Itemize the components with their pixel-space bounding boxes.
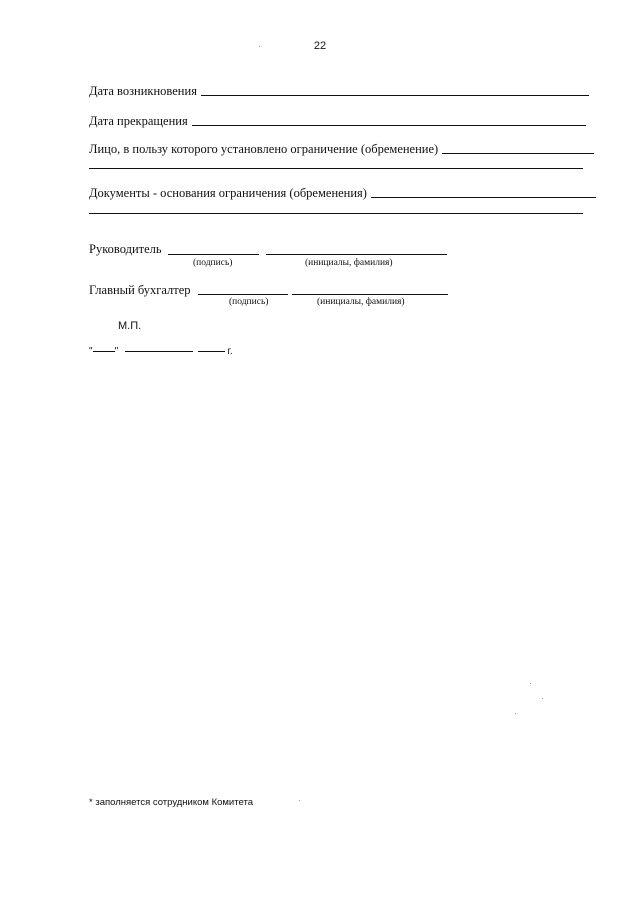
- date-day-blank[interactable]: [93, 351, 115, 352]
- documents-continuation-line[interactable]: [89, 213, 583, 214]
- documents-field: [89, 186, 596, 200]
- end-date-label: Дата прекращения: [89, 114, 188, 128]
- head-signature-line[interactable]: [168, 254, 259, 255]
- end-date-blank[interactable]: [192, 124, 586, 126]
- documents-label: Документы - основания ограничения (обременения): [89, 186, 367, 200]
- beneficiary-blank[interactable]: [442, 152, 594, 154]
- origin-date-blank[interactable]: [201, 94, 589, 96]
- stamp-placeholder: М.П.: [118, 320, 142, 332]
- beneficiary-field: [89, 142, 594, 156]
- documents-blank[interactable]: [371, 196, 596, 198]
- chief-accountant-initials-line[interactable]: [292, 294, 448, 295]
- scan-speck: [530, 683, 531, 684]
- head-initials-caption: (инициалы, фамилия): [305, 258, 393, 268]
- beneficiary-continuation-line[interactable]: [89, 168, 583, 169]
- origin-date-label: Дата возникновения: [89, 84, 197, 98]
- date-month-blank[interactable]: [125, 351, 193, 352]
- date-year-suffix: г.: [227, 346, 233, 357]
- head-signature-caption: (подпись): [193, 258, 233, 268]
- beneficiary-label: Лицо, в пользу которого установлено ограничение (обременение): [89, 142, 439, 156]
- chief-accountant-label: Главный бухгалтер: [89, 283, 191, 297]
- origin-date-field: [89, 84, 589, 98]
- chief-accountant-signature-caption: (подпись): [229, 297, 269, 307]
- head-initials-line[interactable]: [266, 254, 447, 255]
- chief-accountant-initials-caption: (инициалы, фамилия): [317, 297, 405, 307]
- end-date-field: [89, 114, 586, 128]
- date-line: [89, 346, 233, 357]
- date-open-quote: ": [89, 346, 93, 357]
- date-close-quote: ": [114, 346, 119, 357]
- chief-accountant-signature-line[interactable]: [198, 294, 288, 295]
- scan-speck: [299, 800, 300, 801]
- page-number: 22: [313, 40, 327, 52]
- scan-speck: [542, 698, 543, 699]
- scan-speck: [259, 46, 260, 47]
- head-label: Руководитель: [89, 242, 162, 256]
- scan-speck: [515, 713, 516, 714]
- date-year-blank[interactable]: [198, 351, 225, 352]
- footnote: * заполняется сотрудником Комитета: [89, 797, 253, 808]
